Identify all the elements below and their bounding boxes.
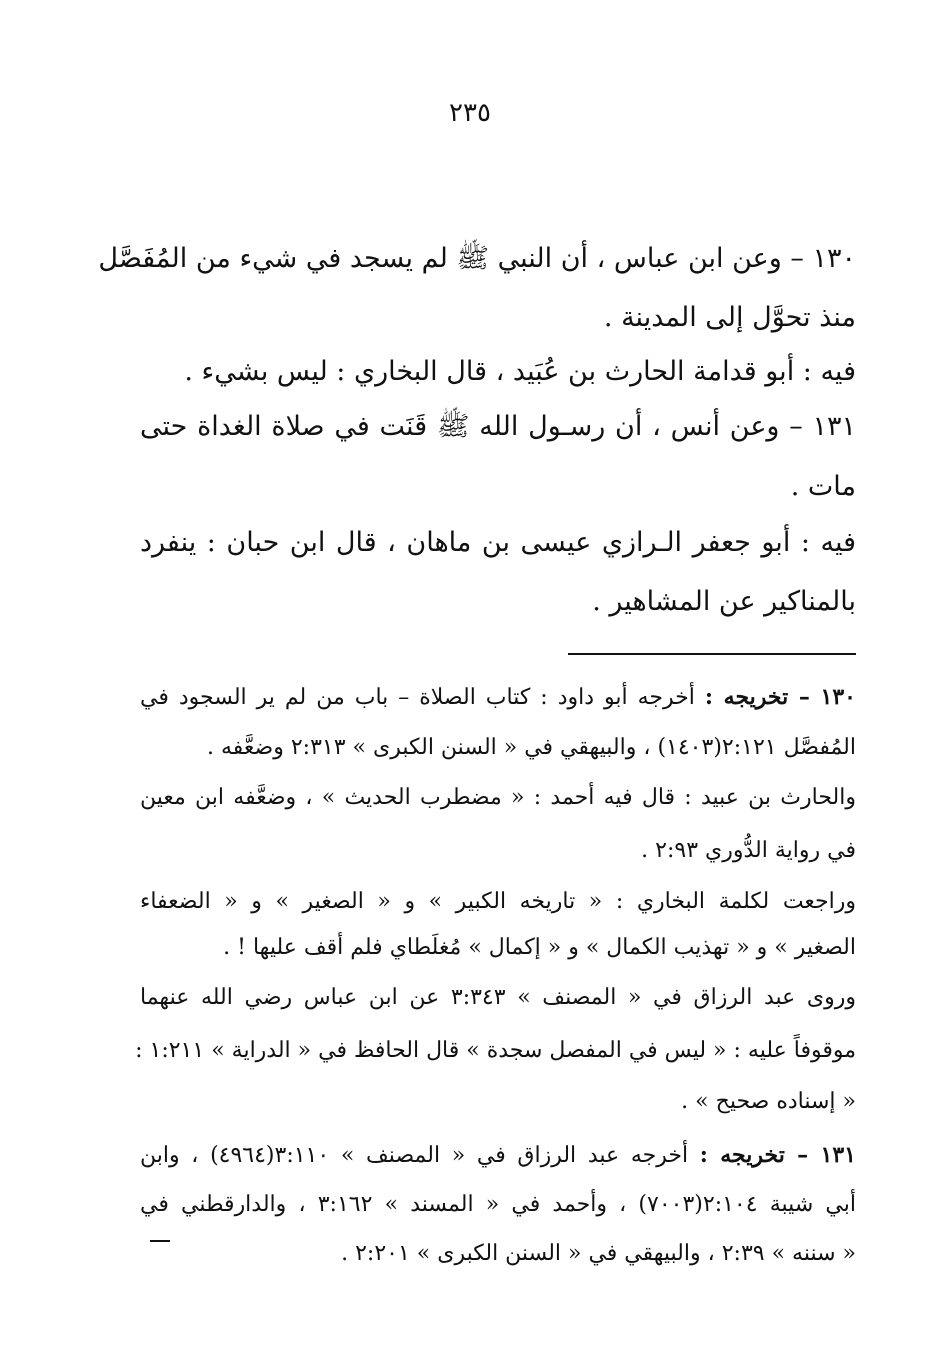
footnote-130-label: ١٣٠ – تخريجه : [704,684,856,710]
hadith-130-comment: فيه : أبو قدامة الحارث بن عُبَيد ، قال البخاري : ليس بشيء . [184,356,856,387]
footnote-131-line-3: « سننه » ٢:٣٩ ، والبيهقي في « السنن الكبرى » ٢:٢٠١ . [341,1241,856,1266]
footnote-130-line-5: وراجعت لكلمة البخاري : « تاريخه الكبير » و « الصغير » و « الضعفاء [140,889,856,914]
hadith-131-comment-line-2: بالمناكير عن المشاهير . [592,586,856,617]
hadith-130-line-1: ١٣٠ – وعن ابن عباس ، أن النبي ﷺ لم يسجد في شيء من المُفَصَّل [98,243,856,274]
footnote-131-line-2: أبي شيبة ٢:١٠٤(٧٠٠٣) ، وأحمد في « المسند » ٣:١٦٢ ، والدارقطني في [140,1192,856,1217]
footnote-131-line-1 [140,1137,856,1173]
footnote-divider [568,653,856,655]
footnote-131-line-1-text: أخرجه عبد الرزاق في « المصنف » ٣:١١٠(٤٩٦٤) ، وابن [140,1143,689,1168]
continuation-mark [150,1240,170,1242]
footnote-130-line-1 [140,679,856,715]
footnote-130-line-3: والحارث بن عبيد : قال فيه أحمد : « مضطرب الحديث » ، وضعَّفه ابن معين [140,785,856,810]
hadith-131-line-1: ١٣١ – وعن أنس ، أن رسـول الله ﷺ قَنَت في صلاة الغداة حتى [140,411,856,442]
page-number: ٢٣٥ [449,98,491,128]
footnote-130-line-6: الصغير » و « تهذيب الكمال » و « إكمال » مُغلَطاي فلم أقف عليها ! . [223,935,856,960]
footnote-130-line-7: وروى عبد الرزاق في « المصنف » ٣:٣٤٣ عن ابن عباس رضي الله عنهما [140,985,856,1010]
footnote-130-line-8: موقوفاً عليه : « ليس في المفصل سجدة » قال الحافظ في « الدراية » ١:٢١١ : [135,1038,856,1063]
footnote-130-line-9: « إسناده صحيح » . [681,1089,856,1114]
footnote-130-line-1-text: أخرجه أبو داود : كتاب الصلاة – باب من لم ير السجود في [140,685,695,710]
footnote-130-line-2: المُفصَّل ٢:١٢١(١٤٠٣) ، والبيهقي في « السنن الكبرى » ٢:٣١٣ وضعَّفه . [207,735,856,760]
hadith-130-line-2: منذ تحوَّل إلى المدينة . [603,302,856,333]
footnote-131-label: ١٣١ – تخريجه : [699,1142,856,1168]
hadith-131-line-2: مات . [790,471,856,502]
footnote-130-line-4: في رواية الدُّوري ٢:٩٣ . [641,838,856,863]
hadith-131-comment-line-1: فيه : أبو جعفر الـرازي عيسى بن ماهان ، قال ابن حبان : ينفرد [140,527,856,558]
